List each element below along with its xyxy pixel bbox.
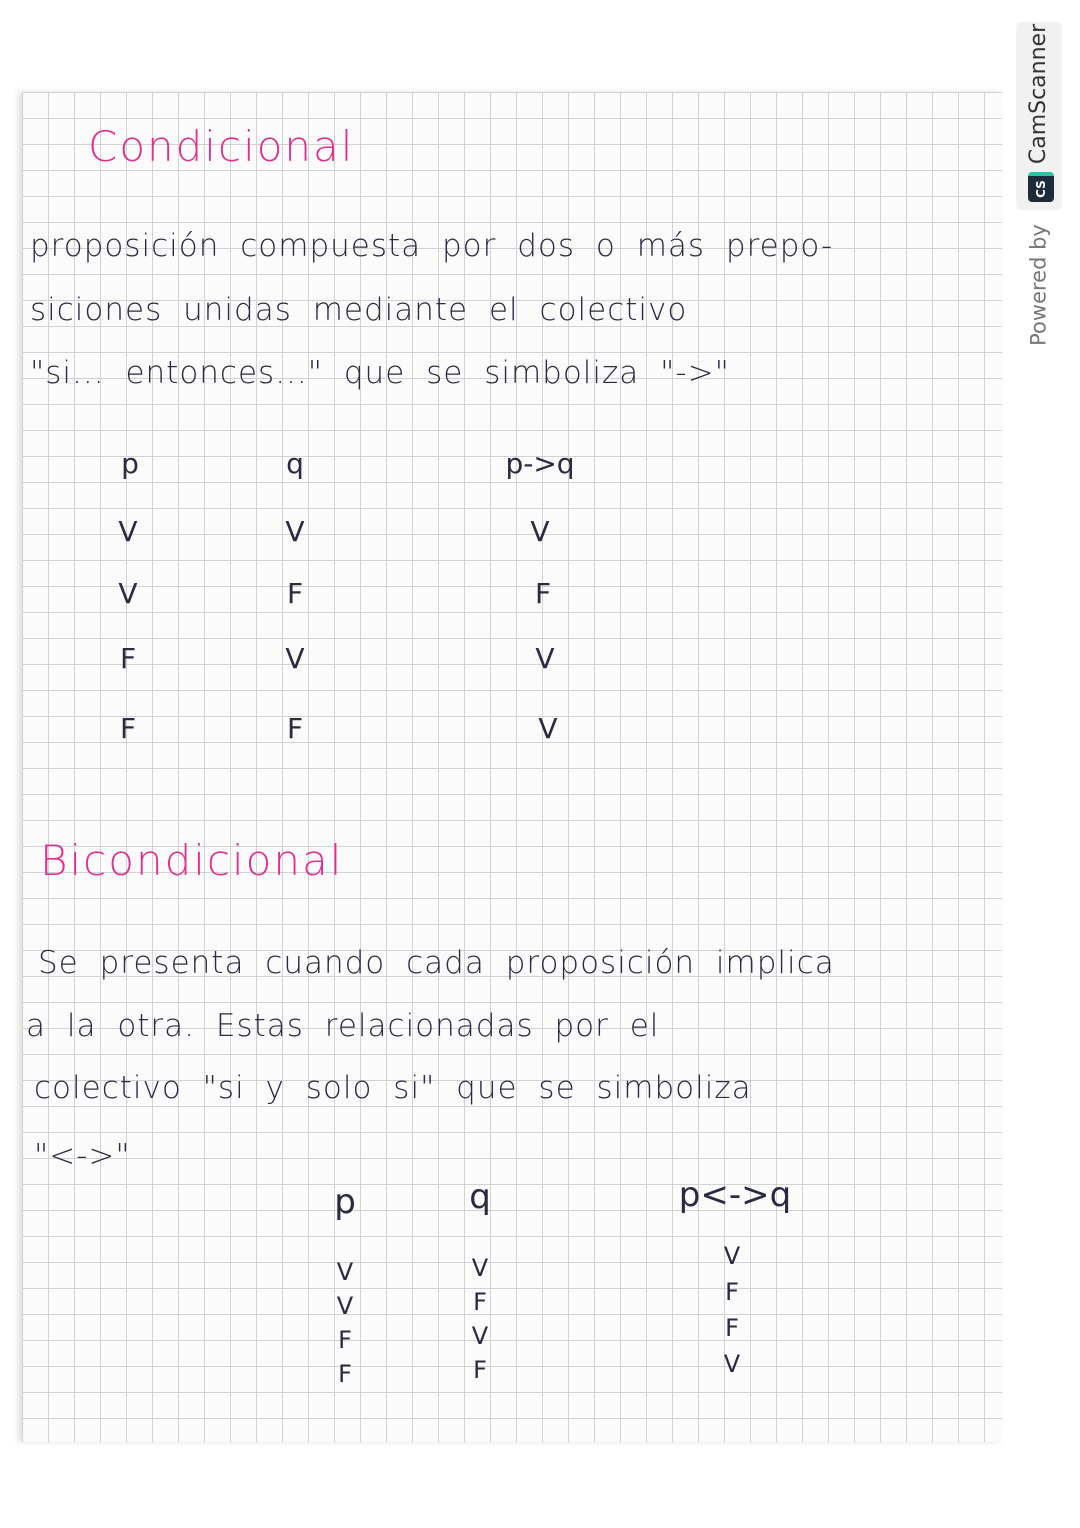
paragraph-line: siciones unidas mediante el colectivo <box>30 292 688 328</box>
table-header: p->q <box>505 447 575 480</box>
table-header: p<->q <box>678 1175 792 1215</box>
paragraph-line: Se presenta cuando cada proposición implica <box>38 945 835 981</box>
table-cell: F <box>286 577 304 610</box>
table-header: p <box>334 1182 356 1222</box>
table-cell: V <box>471 1254 489 1282</box>
table-cell: F <box>119 642 137 675</box>
table-cell: F <box>338 1326 352 1354</box>
table-cell: F <box>725 1314 739 1342</box>
table-cell: V <box>530 515 550 548</box>
table-cell: F <box>473 1288 487 1316</box>
table-cell: V <box>336 1258 354 1286</box>
paragraph-line: "si... entonces..." que se simboliza "->" <box>30 355 730 391</box>
table-cell: V <box>118 577 138 610</box>
table-cell: V <box>538 712 558 745</box>
paragraph-line: proposición compuesta por dos o más prepo- <box>30 228 834 264</box>
table-cell: F <box>534 577 552 610</box>
table-cell: V <box>118 515 138 548</box>
table-cell: F <box>725 1278 739 1306</box>
table-cell: V <box>535 642 555 675</box>
paragraph-line: a la otra. Estas relacionadas por el <box>26 1008 660 1044</box>
table-cell: F <box>473 1356 487 1384</box>
table-cell: V <box>471 1322 489 1350</box>
section-title-condicional: Condicional <box>88 122 355 171</box>
section-title-bicondicional: Bicondicional <box>40 836 344 885</box>
paragraph-line: colectivo "si y solo si" que se simboliza <box>34 1070 752 1106</box>
table-cell: V <box>723 1242 741 1270</box>
table-cell: F <box>286 712 304 745</box>
camscanner-logo-icon: CS <box>1028 172 1054 202</box>
paragraph-line: "<->" <box>34 1138 131 1174</box>
watermark-prefix: Powered by <box>1026 224 1051 346</box>
table-cell: V <box>285 642 305 675</box>
table-cell: V <box>723 1350 741 1378</box>
watermark-brand: CamScanner <box>1026 23 1051 165</box>
table-header: q <box>469 1177 491 1217</box>
table-cell: V <box>336 1292 354 1320</box>
table-header: q <box>286 447 304 480</box>
table-cell: V <box>285 515 305 548</box>
table-cell: F <box>338 1360 352 1388</box>
table-cell: F <box>119 712 137 745</box>
table-header: p <box>121 447 139 480</box>
